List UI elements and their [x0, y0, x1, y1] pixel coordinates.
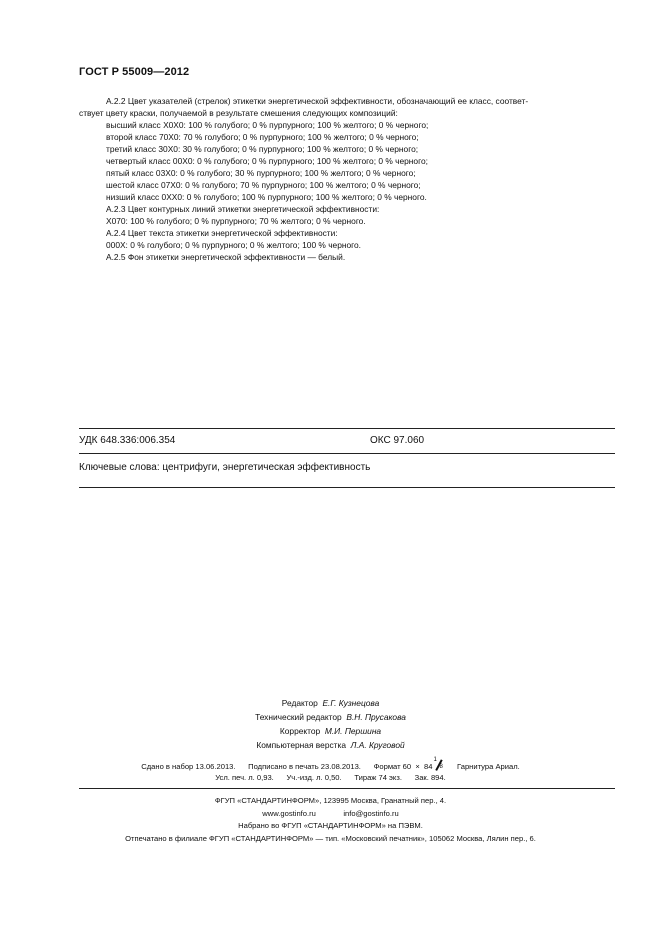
format-84: 84: [424, 762, 433, 771]
fraction-denominator: 8: [439, 764, 443, 770]
keywords: Ключевые слова: центрифуги, энергетическая эффективность: [79, 462, 371, 473]
paragraph-a22-line1: А.2.2 Цвет указателей (стрелок) этикетки энергетической эффективности, обозначающий ее класс, соответ-: [106, 96, 529, 106]
format-fraction: [432, 759, 446, 771]
paragraph-a25: А.2.5 Фон этикетки энергетической эффективности — белый.: [106, 252, 346, 262]
publisher-printed: Отпечатано в филиале ФГУП «СТАНДАРТИНФОРМ» — тип. «Московский печатник», 105062 Москва, Лялин пер., 6.: [125, 833, 536, 843]
publisher-email[interactable]: info@gostinfo.ru: [343, 808, 399, 818]
paragraph-a22-line2: ствует цвету краски, получаемой в результате смешения следующих композиций:: [79, 108, 398, 118]
order-number: Зак. 894.: [414, 773, 446, 782]
credit-tech-editor-label: Технический редактор: [255, 712, 342, 722]
imprint-row-1: [0, 759, 661, 771]
format-label: Формат 60: [373, 762, 412, 771]
document-title: ГОСТ Р 55009—2012: [79, 66, 190, 78]
credit-tech-editor: [0, 710, 661, 724]
class-fifth: пятый класс 03Х0: 0 % голубого; 30 % пурпурного; 100 % желтого; 0 % черного;: [106, 168, 416, 178]
publisher-address: ФГУП «СТАНДАРТИНФОРМ», 123995 Москва, Гранатный пер., 4.: [214, 796, 447, 805]
divider-top: [79, 428, 615, 429]
divider-middle: [79, 453, 615, 454]
credits-block: [0, 696, 661, 752]
divider-imprint: [79, 788, 615, 789]
credit-layout-label: Компьютерная верстка: [256, 740, 347, 750]
udk-code: УДК 648.336:006.354: [79, 435, 176, 446]
credit-tech-editor-name: В.Н. Прусакова: [346, 712, 406, 722]
publisher-website[interactable]: www.gostinfo.ru: [262, 808, 316, 818]
print-sheets: Усл. печ. л. 0,93.: [215, 773, 274, 782]
typeface: Гарнитура Ариал.: [457, 762, 520, 771]
credit-proofreader-label: Корректор: [279, 726, 321, 736]
credit-proofreader-name: М.И. Першина: [324, 726, 382, 736]
class-sixth: шестой класс 07Х0: 0 % голубого; 70 % пурпурного; 100 % желтого; 0 % черного;: [106, 180, 421, 190]
class-lowest: низший класс 0ХХ0: 0 % голубого; 100 % пурпурного; 100 % желтого; 0 % черного.: [106, 192, 427, 202]
publisher-block: [0, 795, 661, 845]
paragraph-a23: А.2.3 Цвет контурных линий этикетки энергетической эффективности:: [106, 204, 380, 214]
publisher-sheets: Уч.-изд. л. 0,50.: [286, 773, 342, 782]
divider-bottom: [79, 487, 615, 488]
credit-layout-name: Л.А. Круговой: [350, 740, 405, 750]
credit-layout: [0, 738, 661, 752]
sent-to-set: Сдано в набор 13.06.2013.: [141, 762, 236, 771]
class-third: третий класс 30Х0: 30 % голубого; 0 % пурпурного; 100 % желтого; 0 % черного;: [106, 144, 419, 154]
signed-to-print: Подписано в печать 23.08.2013.: [248, 762, 361, 771]
format-times: ×: [415, 762, 420, 771]
text-color: 000Х: 0 % голубого; 0 % пурпурного; 0 % желтого; 100 % черного.: [106, 240, 362, 250]
fraction-numerator: 1: [433, 757, 437, 763]
contour-color: Х070: 100 % голубого; 0 % пурпурного; 70 % желтого; 0 % черного.: [106, 216, 366, 226]
class-highest: высший класс Х0Х0: 100 % голубого; 0 % пурпурного; 100 % желтого; 0 % черного;: [106, 120, 429, 130]
publisher-contacts: [0, 808, 661, 821]
credit-proofreader: [0, 724, 661, 738]
class-second: второй класс 70Х0: 70 % голубого; 0 % пурпурного; 100 % желтого; 0 % черного;: [106, 132, 419, 142]
oks-code: ОКС 97.060: [370, 435, 425, 446]
print-run: Тираж 74 экз.: [354, 773, 402, 782]
credit-editor-name: Е.Г. Кузнецова: [322, 698, 380, 708]
imprint-row-2: [0, 773, 661, 782]
credit-editor-label: Редактор: [281, 698, 318, 708]
publisher-typeset: Набрано во ФГУП «СТАНДАРТИНФОРМ» на ПЭВМ.: [238, 821, 423, 830]
paragraph-a24: А.2.4 Цвет текста этикетки энергетической эффективности:: [106, 228, 338, 238]
class-fourth: четвертый класс 00Х0: 0 % голубого; 0 % пурпурного; 100 % желтого; 0 % черного;: [106, 156, 428, 166]
credit-editor: [0, 696, 661, 710]
